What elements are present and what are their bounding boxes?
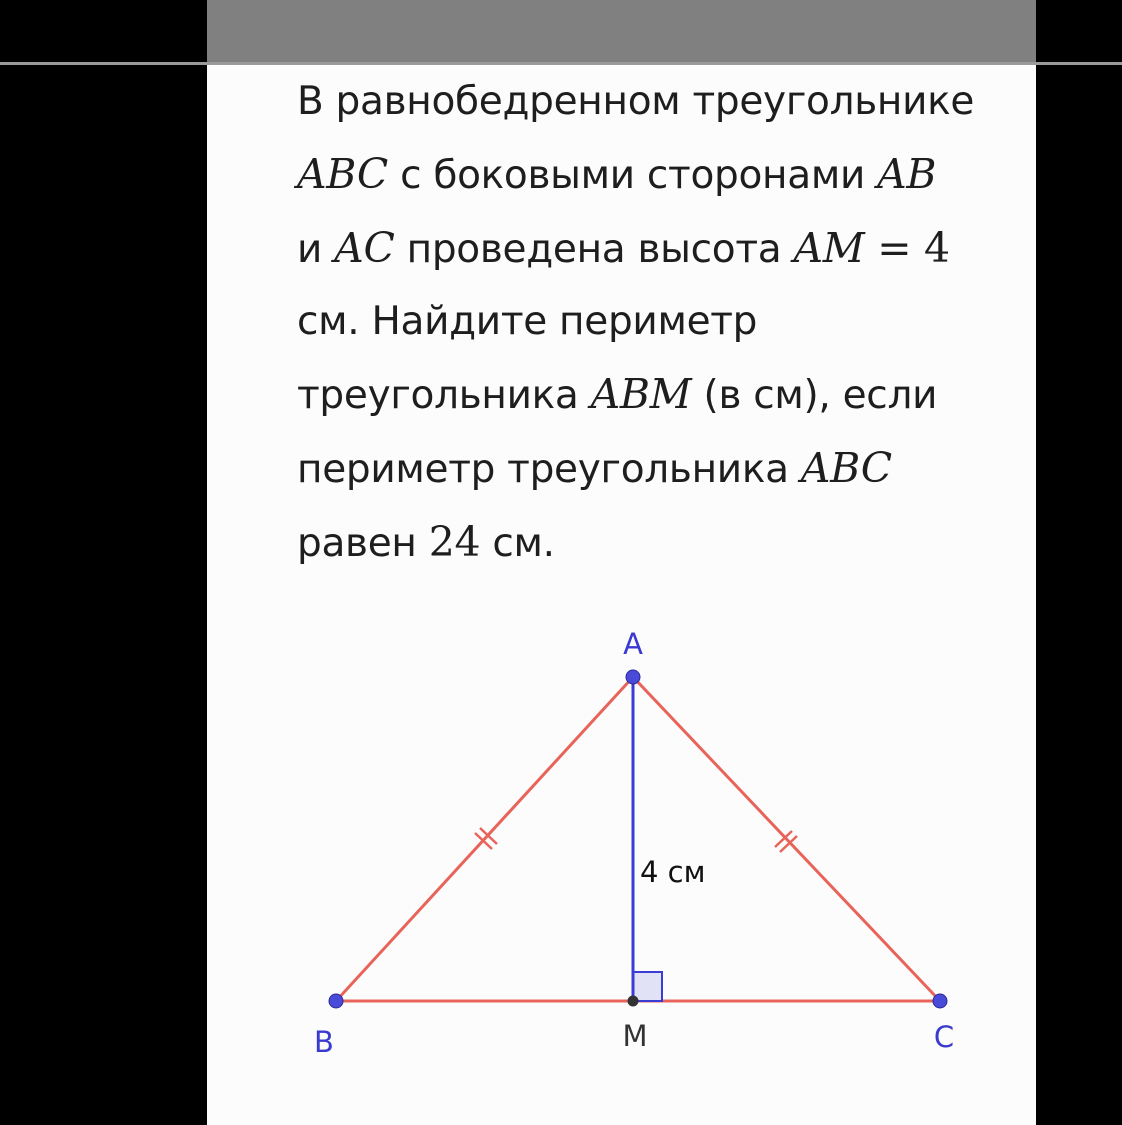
label-b: B xyxy=(314,1025,334,1059)
side-ac xyxy=(633,677,940,1001)
point-b xyxy=(329,994,343,1008)
problem-line-3: и AC проведена высота AM = 4 xyxy=(297,224,950,272)
side-ab xyxy=(336,677,633,1001)
height-length-label: 4 см xyxy=(640,855,706,889)
problem-line-7: равен 24 см. xyxy=(297,518,555,566)
top-gray-bar xyxy=(207,0,1036,62)
label-a: A xyxy=(623,627,643,661)
problem-line-6: периметр треугольника ABC xyxy=(297,444,892,492)
equal-side-ticks-ac xyxy=(775,831,797,852)
right-angle-marker xyxy=(633,972,662,1001)
point-c xyxy=(933,994,947,1008)
problem-line-2: ABC с боковыми сторонами AB xyxy=(297,150,937,198)
content-panel xyxy=(207,65,1036,1125)
problem-line-1: В равнобедренном треугольнике xyxy=(297,79,975,124)
problem-line-5: треугольника ABM (в см), если xyxy=(297,370,938,418)
label-c: C xyxy=(933,1020,955,1054)
problem-line-4: см. Найдите периметр xyxy=(297,299,758,344)
point-m xyxy=(628,996,639,1007)
triangle-diagram xyxy=(207,65,1036,1125)
label-m: M xyxy=(622,1019,648,1053)
point-a xyxy=(626,670,640,684)
